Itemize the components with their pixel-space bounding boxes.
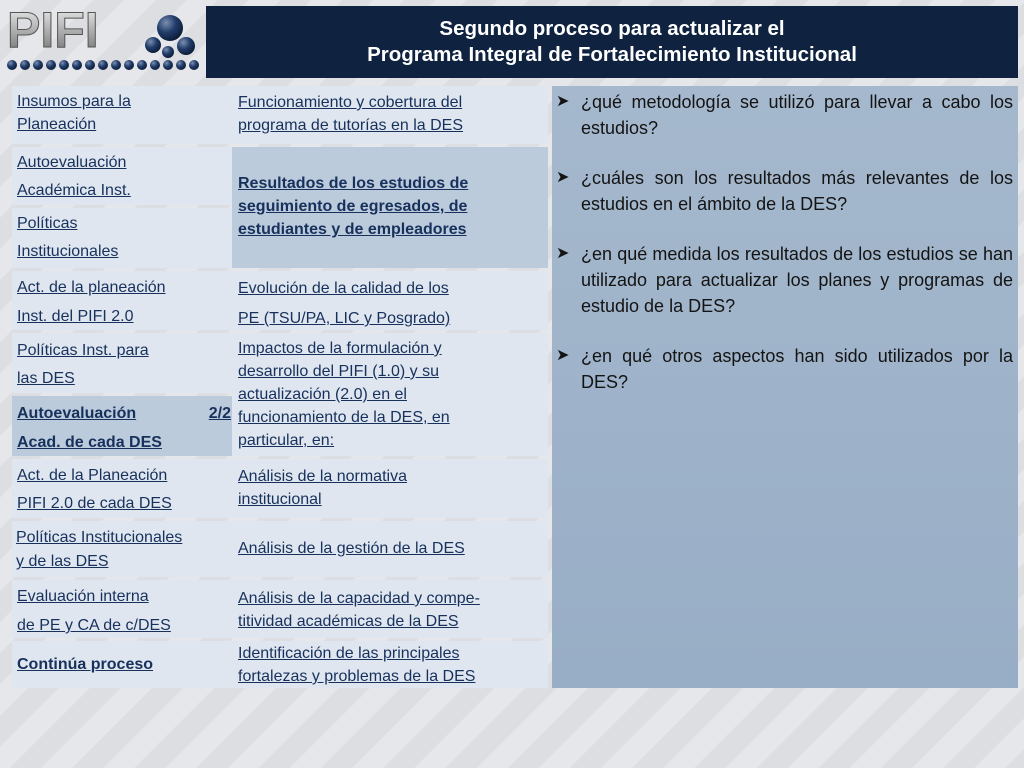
evolucion-line1: Evolución de la calidad de los — [238, 280, 449, 297]
analisis-gestion-cell[interactable] — [232, 521, 548, 577]
question-text — [581, 241, 1013, 319]
capacidad-line2: titividad académicas de la DES — [238, 613, 459, 630]
resultados-line3: estudiantes y de empleadores — [238, 221, 467, 238]
politicas-inst-line1: Políticas — [17, 215, 78, 232]
question-item — [556, 241, 1013, 319]
politicas-inst-des-cell[interactable] — [12, 521, 236, 577]
q3-line2: estudios se han utilizado para actualizar los — [581, 244, 1013, 290]
impactos-line3: actualización (2.0) en el — [238, 386, 407, 403]
normativa-line1: Análisis de la normativa — [238, 468, 407, 485]
impactos-line1: Impactos de la formulación y — [238, 340, 442, 357]
act-planeacion-des-line1: Act. de la Planeación — [17, 467, 168, 484]
politicas-inst-des-line1: Políticas Institucionales — [16, 529, 183, 546]
questions-panel — [552, 86, 1018, 688]
politicas-des-line2: las DES — [17, 370, 75, 387]
funcionamiento-line2: programa de tutorías en la DES — [238, 117, 464, 134]
q1-line1: ¿qué metodología se utilizó para llevar a — [581, 92, 932, 112]
arrow-bullet-icon: ➤ — [556, 245, 570, 262]
fortalezas-line2: fortalezas y problemas de la DES — [238, 668, 476, 685]
capacidad-line1: Análisis de la capacidad y compe- — [238, 590, 480, 607]
q4-line1: ¿en qué otros aspectos han sido utilizados — [581, 346, 953, 366]
resultados-line2: seguimiento de egresados, de — [238, 198, 468, 215]
politicas-institucionales-cell[interactable] — [12, 208, 236, 268]
insumos-line1: Insumos para la — [17, 93, 131, 110]
fortalezas-line1: Identificación de las principales — [238, 645, 460, 662]
evaluacion-interna-line2: de PE y CA de c/DES — [17, 617, 171, 634]
pifi-logo-graphic — [0, 0, 206, 80]
evolucion-line2: PE (TSU/PA, LIC y Posgrado) — [238, 310, 451, 327]
autoeval-inst-line1: Autoevaluación — [17, 154, 127, 171]
impactos-line2: desarrollo del PIFI (1.0) y su — [238, 363, 439, 380]
autoevaluacion-des-cell[interactable] — [12, 396, 236, 456]
impactos-line4: funcionamiento de la DES, en — [238, 409, 450, 426]
act-planeacion-inst-line1: Act. de la planeación — [17, 279, 166, 296]
slide-title — [206, 6, 1018, 78]
resultados-estudios-cell[interactable] — [232, 147, 548, 268]
impactos-pifi-cell[interactable] — [232, 333, 548, 456]
question-text — [581, 165, 1013, 217]
arrow-bullet-icon: ➤ — [556, 93, 570, 110]
analisis-normativa-cell[interactable] — [232, 459, 548, 518]
politicas-des-line1: Políticas Inst. para — [17, 342, 149, 359]
autoeval-inst-line2: Académica Inst. — [17, 182, 131, 199]
act-planeacion-des-line2: PIFI 2.0 de cada DES — [17, 495, 172, 512]
slide-title-line2: Programa Integral de Fortalecimiento Institucional — [367, 43, 857, 66]
pifi-logo — [0, 0, 206, 80]
continua-proceso-link[interactable] — [12, 641, 236, 688]
resultados-line1: Resultados de los estudios de — [238, 175, 469, 192]
autoeval-des-line1: Autoevaluación — [17, 405, 137, 422]
continua-proceso-label: Continúa proceso — [17, 655, 154, 673]
funcionamiento-tutorias-cell[interactable] — [232, 86, 548, 144]
evaluacion-interna-cell[interactable] — [12, 580, 236, 638]
funcionamiento-line1: Funcionamiento y cobertura del — [238, 94, 463, 111]
politicas-inst-line2: Institucionales — [17, 243, 119, 260]
evolucion-calidad-cell[interactable] — [232, 271, 548, 330]
autoevaluacion-institucional-cell[interactable] — [12, 147, 236, 205]
question-text — [581, 343, 1013, 395]
q4-line2: por la DES? — [581, 346, 1013, 392]
insumos-planeacion-cell[interactable] — [12, 86, 236, 144]
q1-line2: cabo los estudios? — [581, 92, 1013, 138]
impactos-line5: particular, en: — [238, 432, 335, 449]
q3-line3: planes y programas de estudio de la DES? — [581, 270, 1013, 316]
question-item — [556, 165, 1013, 217]
analisis-capacidad-cell[interactable] — [232, 580, 548, 638]
arrow-bullet-icon: ➤ — [556, 169, 570, 186]
insumos-line2: Planeación — [17, 116, 97, 133]
slide-title-line1: Segundo proceso para actualizar el — [439, 17, 785, 40]
question-item — [556, 343, 1013, 395]
autoeval-des-counter: 2/2 — [208, 405, 231, 422]
autoeval-des-line2: Acad. de cada DES — [17, 434, 162, 451]
gestion-label: Análisis de la gestión de la DES — [238, 540, 465, 557]
politicas-inst-des-line2: y de las DES — [16, 553, 109, 570]
question-text — [581, 89, 1013, 141]
q2-line2: de los estudios en el ámbito de la DES? — [581, 168, 1013, 214]
act-planeacion-inst-line2: Inst. del PIFI 2.0 — [17, 308, 134, 325]
arrow-bullet-icon: ➤ — [556, 347, 570, 364]
normativa-line2: institucional — [238, 491, 322, 508]
politicas-des-cell[interactable] — [12, 333, 236, 393]
q3-line1: ¿en qué medida los resultados de los — [581, 244, 882, 264]
question-item — [556, 89, 1013, 141]
logo-text: PIFI — [7, 2, 99, 58]
autoeval-des-row — [17, 399, 231, 428]
q2-line1: ¿cuáles son los resultados más relevantes — [581, 168, 949, 188]
identificacion-fortalezas-cell[interactable] — [232, 641, 548, 688]
evaluacion-interna-line1: Evaluación interna — [17, 588, 149, 605]
act-planeacion-inst-cell[interactable] — [12, 271, 236, 330]
act-planeacion-des-cell[interactable] — [12, 459, 236, 518]
